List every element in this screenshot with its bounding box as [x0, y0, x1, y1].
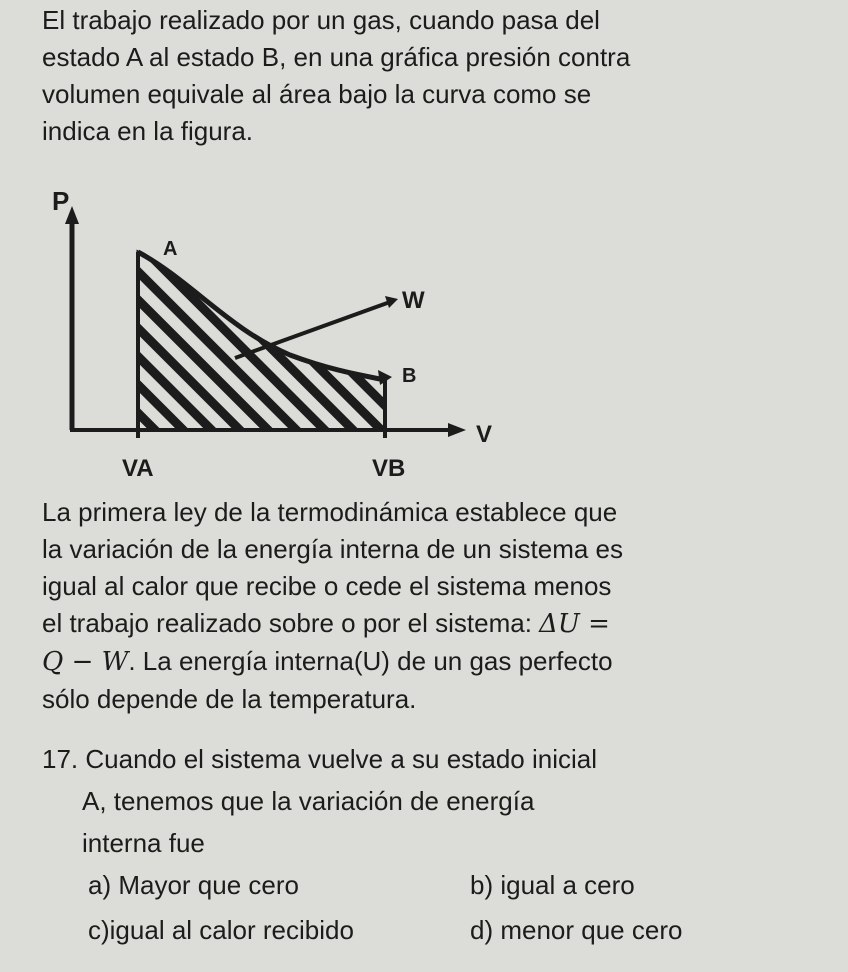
law-line-1: La primera ley de la termodinámica establece que — [42, 497, 618, 527]
vb-label: VB — [372, 455, 406, 482]
law-line-4-text: el trabajo realizado sobre o por el sistema: — [42, 608, 540, 638]
question-number: 17. — [42, 744, 79, 774]
intro-line-4: indica en la figura. — [42, 116, 254, 146]
question-line-3: interna fue — [82, 828, 205, 858]
intro-line-3: volumen equivale al área bajo la curva como se — [42, 79, 592, 109]
question-line-2: A, tenemos que la variación de energía — [82, 786, 535, 816]
v-axis-arrow — [448, 423, 466, 437]
law-line-5-text: . La energía interna(U) de un gas perfecto — [128, 646, 613, 676]
p-axis-label: P — [52, 186, 70, 216]
law-line-4-math: ΔU = — [539, 609, 610, 639]
state-a-label: A — [163, 238, 178, 260]
intro-line-1: El trabajo realizado por un gas, cuando pasa del — [42, 5, 600, 35]
first-law-paragraph — [42, 494, 742, 718]
w-leader-line — [235, 302, 390, 358]
law-line-3: igual al calor que recibe o cede el sistema menos — [42, 571, 612, 601]
question-line-1: Cuando el sistema vuelve a su estado inicial — [85, 744, 598, 774]
law-line-6: sólo depende de la temperatura. — [42, 684, 417, 714]
intro-paragraph — [42, 2, 742, 150]
work-label: W — [402, 287, 425, 314]
law-line-2: la variación de la energía interna de un sistema es — [42, 534, 624, 564]
v-axis-label: V — [476, 421, 493, 448]
question-17 — [42, 738, 762, 864]
option-a[interactable]: a) Mayor que cero — [88, 870, 299, 900]
option-c[interactable]: c)igual al calor recibido — [88, 915, 354, 945]
va-label: VA — [122, 455, 154, 482]
option-d[interactable]: d) menor que cero — [470, 915, 683, 945]
option-b[interactable]: b) igual a cero — [470, 870, 635, 900]
intro-line-2: estado A al estado B, en una gráfica presión contra — [42, 42, 631, 72]
pv-diagram — [40, 180, 520, 490]
law-line-5-math: Q − W — [42, 647, 129, 677]
state-b-label: B — [402, 365, 417, 387]
